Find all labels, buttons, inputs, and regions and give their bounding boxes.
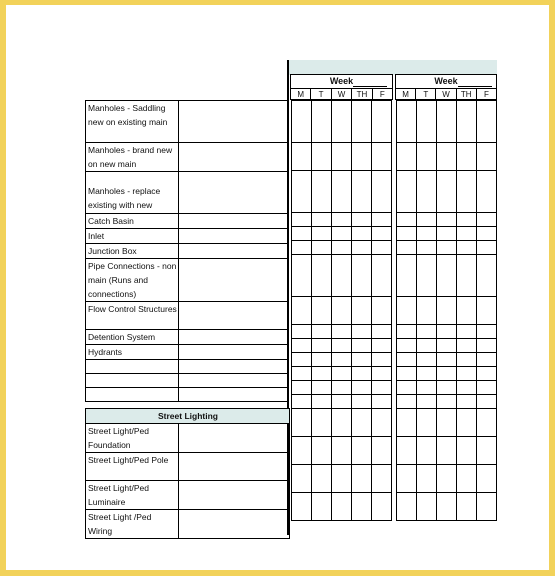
grid-cell[interactable]	[457, 241, 477, 255]
grid-cell[interactable]	[417, 437, 437, 465]
table-row	[86, 101, 289, 143]
grid-cell[interactable]	[477, 227, 497, 241]
grid-cell[interactable]	[457, 465, 477, 493]
grid-cell[interactable]	[437, 493, 457, 521]
blank-cell[interactable]	[179, 345, 289, 360]
grid-cell[interactable]	[477, 367, 497, 381]
grid-row	[292, 101, 392, 143]
week-label-1: Week	[329, 76, 354, 86]
grid-cell[interactable]	[292, 297, 312, 325]
grid-cell[interactable]	[437, 381, 457, 395]
grid-cell[interactable]	[477, 409, 497, 437]
grid-cell[interactable]	[372, 297, 392, 325]
grid-cell[interactable]	[332, 353, 352, 367]
grid-cell[interactable]	[477, 143, 497, 171]
grid-row	[397, 143, 497, 171]
grid-cell[interactable]	[397, 241, 417, 255]
grid-cell[interactable]	[352, 395, 372, 409]
grid-cell[interactable]	[292, 493, 312, 521]
grid-cell[interactable]	[437, 227, 457, 241]
grid-cell[interactable]	[417, 381, 437, 395]
task-label: Detention System	[86, 330, 179, 345]
grid-cell[interactable]	[372, 395, 392, 409]
blank-cell[interactable]	[179, 453, 290, 481]
grid-cell[interactable]	[417, 143, 437, 171]
grid-cell[interactable]	[312, 493, 332, 521]
table-row	[86, 229, 289, 244]
day-th: TH	[456, 89, 476, 101]
grid-cell[interactable]	[292, 437, 312, 465]
grid-cell[interactable]	[352, 227, 372, 241]
week-blank-line-1	[353, 86, 387, 87]
grid-cell[interactable]	[312, 171, 332, 213]
grid-cell[interactable]	[417, 493, 437, 521]
grid-cell[interactable]	[352, 101, 372, 143]
grid-cell[interactable]	[457, 227, 477, 241]
grid-cell[interactable]	[292, 339, 312, 353]
grid-cell[interactable]	[457, 325, 477, 339]
grid-cell[interactable]	[437, 101, 457, 143]
grid-cell[interactable]	[332, 409, 352, 437]
grid-row	[397, 367, 497, 381]
grid-cell[interactable]	[437, 465, 457, 493]
grid-cell[interactable]	[352, 353, 372, 367]
table-row	[86, 214, 289, 229]
grid-cell[interactable]	[312, 353, 332, 367]
grid-cell[interactable]	[457, 339, 477, 353]
day-w: W	[435, 89, 455, 101]
grid-cell[interactable]	[372, 381, 392, 395]
grid-cell[interactable]	[477, 101, 497, 143]
table-row	[86, 345, 289, 360]
table-row	[86, 143, 289, 172]
grid-cell[interactable]	[332, 395, 352, 409]
grid-cell[interactable]	[457, 367, 477, 381]
grid-row	[292, 241, 392, 255]
grid-row	[397, 227, 497, 241]
grid-cell[interactable]	[332, 101, 352, 143]
blank-cell[interactable]	[179, 229, 289, 244]
grid-cell[interactable]	[312, 381, 332, 395]
grid-cell[interactable]	[457, 409, 477, 437]
grid-cell[interactable]	[397, 395, 417, 409]
blank-cell[interactable]	[179, 244, 289, 259]
grid-cell[interactable]	[477, 241, 497, 255]
grid-cell[interactable]	[457, 381, 477, 395]
task-label: Junction Box	[86, 244, 179, 259]
grid-cell[interactable]	[417, 213, 437, 227]
week-blank-line-2	[458, 86, 492, 87]
grid-cell[interactable]	[417, 171, 437, 213]
grid-cell[interactable]	[312, 325, 332, 339]
task-label: Hydrants	[86, 345, 179, 360]
grid-row	[292, 213, 392, 227]
grid-cell[interactable]	[437, 297, 457, 325]
grid-cell[interactable]	[372, 339, 392, 353]
week-label-2: Week	[434, 76, 458, 86]
grid-cell[interactable]	[417, 353, 437, 367]
grid-cell[interactable]	[457, 493, 477, 521]
grid-cell[interactable]	[312, 297, 332, 325]
grid-cell[interactable]	[372, 437, 392, 465]
grid-cell[interactable]	[397, 437, 417, 465]
grid-cell[interactable]	[332, 493, 352, 521]
grid-cell[interactable]	[477, 381, 497, 395]
grid-cell[interactable]	[372, 227, 392, 241]
grid-cell[interactable]	[457, 213, 477, 227]
grid-cell[interactable]	[457, 143, 477, 171]
grid-row	[397, 395, 497, 409]
grid-cell[interactable]	[312, 339, 332, 353]
grid-row	[292, 395, 392, 409]
grid-cell[interactable]	[397, 101, 417, 143]
grid-row	[292, 325, 392, 339]
day-t: T	[415, 89, 435, 101]
grid-cell[interactable]	[397, 213, 417, 227]
grid-cell[interactable]	[397, 171, 417, 213]
week-header-1	[290, 74, 393, 100]
day-m: M	[402, 90, 409, 99]
day-t: T	[310, 89, 330, 101]
grid-cell[interactable]	[312, 227, 332, 241]
grid-cell[interactable]	[312, 465, 332, 493]
grid-cell[interactable]	[352, 213, 372, 227]
grid-cell[interactable]	[397, 353, 417, 367]
grid-cell[interactable]	[352, 241, 372, 255]
grid-cell[interactable]	[352, 367, 372, 381]
grid-cell[interactable]	[477, 325, 497, 339]
grid-cell[interactable]	[477, 171, 497, 213]
grid-row	[397, 353, 497, 367]
grid-cell[interactable]	[372, 143, 392, 171]
day-m: M	[297, 90, 305, 99]
grid-cell[interactable]	[352, 381, 372, 395]
grid-cell[interactable]	[312, 409, 332, 437]
grid-cell[interactable]	[417, 395, 437, 409]
table-row	[86, 453, 290, 481]
grid-cell[interactable]	[312, 143, 332, 171]
grid-cell[interactable]	[477, 339, 497, 353]
task-label	[86, 388, 179, 402]
grid-cell[interactable]	[332, 171, 352, 213]
grid-cell[interactable]	[352, 143, 372, 171]
blank-cell[interactable]	[179, 424, 290, 453]
grid-cell[interactable]	[312, 437, 332, 465]
task-label: Manholes - Saddling new on existing main	[86, 101, 179, 143]
grid-cell[interactable]	[437, 255, 457, 297]
task-label: Street Light/Ped Luminaire	[86, 481, 179, 510]
grid-cell[interactable]	[457, 297, 477, 325]
grid-row	[397, 437, 497, 465]
grid-cell[interactable]	[397, 143, 417, 171]
grid-row	[292, 171, 392, 213]
header-band	[288, 60, 497, 75]
grid-row	[397, 409, 497, 437]
grid-cell[interactable]	[332, 465, 352, 493]
grid-cell[interactable]	[437, 171, 457, 213]
grid-cell[interactable]	[332, 255, 352, 297]
grid-cell[interactable]	[292, 465, 312, 493]
grid-cell[interactable]	[332, 381, 352, 395]
blank-cell[interactable]	[179, 143, 289, 172]
grid-cell[interactable]	[372, 325, 392, 339]
grid-cell[interactable]	[397, 493, 417, 521]
grid-cell[interactable]	[292, 409, 312, 437]
grid-cell[interactable]	[352, 297, 372, 325]
grid-cell[interactable]	[417, 367, 437, 381]
grid-cell[interactable]	[352, 465, 372, 493]
grid-cell[interactable]	[372, 465, 392, 493]
grid-cell[interactable]	[332, 213, 352, 227]
grid-row	[292, 143, 392, 171]
grid-row	[292, 465, 392, 493]
task-label: Catch Basin	[86, 214, 179, 229]
grid-cell[interactable]	[332, 227, 352, 241]
grid-cell[interactable]	[332, 339, 352, 353]
grid-cell[interactable]	[397, 255, 417, 297]
grid-cell[interactable]	[477, 297, 497, 325]
blank-cell[interactable]	[179, 259, 289, 302]
grid-cell[interactable]	[437, 437, 457, 465]
blank-cell[interactable]	[179, 360, 289, 374]
grid-cell[interactable]	[332, 325, 352, 339]
grid-cell[interactable]	[417, 465, 437, 493]
grid-cell[interactable]	[372, 213, 392, 227]
grid-cell[interactable]	[352, 255, 372, 297]
blank-cell[interactable]	[179, 510, 290, 539]
table-row	[86, 360, 289, 374]
grid-cell[interactable]	[312, 395, 332, 409]
grid-cell[interactable]	[372, 353, 392, 367]
grid-cell[interactable]	[332, 143, 352, 171]
section-header-row	[86, 409, 290, 424]
grid-cell[interactable]	[312, 101, 332, 143]
day-f: F	[372, 89, 392, 101]
grid-cell[interactable]	[372, 493, 392, 521]
schedule-sheet	[6, 5, 549, 570]
grid-cell[interactable]	[397, 465, 417, 493]
grid-cell[interactable]	[372, 101, 392, 143]
grid-cell[interactable]	[477, 213, 497, 227]
table-row	[86, 374, 289, 388]
grid-cell[interactable]	[397, 339, 417, 353]
day-grid-week-1	[291, 100, 392, 521]
grid-cell[interactable]	[332, 241, 352, 255]
grid-cell[interactable]	[292, 213, 312, 227]
grid-cell[interactable]	[397, 227, 417, 241]
grid-row	[397, 213, 497, 227]
grid-cell[interactable]	[437, 213, 457, 227]
grid-cell[interactable]	[417, 297, 437, 325]
grid-row	[292, 409, 392, 437]
grid-cell[interactable]	[312, 367, 332, 381]
grid-row	[397, 241, 497, 255]
grid-cell[interactable]	[477, 493, 497, 521]
grid-row	[292, 339, 392, 353]
grid-cell[interactable]	[457, 437, 477, 465]
grid-cell[interactable]	[477, 255, 497, 297]
grid-cell[interactable]	[397, 367, 417, 381]
grid-cell[interactable]	[457, 255, 477, 297]
blank-cell[interactable]	[179, 330, 289, 345]
grid-cell[interactable]	[352, 339, 372, 353]
grid-cell[interactable]	[457, 353, 477, 367]
grid-cell[interactable]	[292, 381, 312, 395]
table-row	[86, 510, 290, 539]
grid-cell[interactable]	[397, 409, 417, 437]
grid-cell[interactable]	[457, 101, 477, 143]
section-title: Street Lighting	[86, 409, 290, 424]
table-row	[86, 259, 289, 302]
grid-row	[292, 367, 392, 381]
blank-cell[interactable]	[179, 172, 289, 214]
grid-cell[interactable]	[352, 493, 372, 521]
grid-cell[interactable]	[312, 255, 332, 297]
grid-cell[interactable]	[477, 353, 497, 367]
table-row	[86, 388, 289, 402]
grid-cell[interactable]	[292, 353, 312, 367]
grid-cell[interactable]	[417, 227, 437, 241]
grid-cell[interactable]	[372, 367, 392, 381]
grid-cell[interactable]	[372, 255, 392, 297]
grid-row	[292, 255, 392, 297]
grid-cell[interactable]	[292, 241, 312, 255]
grid-row	[292, 353, 392, 367]
grid-cell[interactable]	[417, 241, 437, 255]
blank-cell[interactable]	[179, 302, 289, 330]
grid-cell[interactable]	[437, 353, 457, 367]
grid-cell[interactable]	[292, 227, 312, 241]
grid-cell[interactable]	[477, 395, 497, 409]
day-f: F	[476, 89, 496, 101]
grid-cell[interactable]	[457, 171, 477, 213]
grid-cell[interactable]	[397, 381, 417, 395]
blank-cell[interactable]	[179, 101, 289, 143]
blank-cell[interactable]	[179, 214, 289, 229]
grid-cell[interactable]	[437, 395, 457, 409]
table-row	[86, 330, 289, 345]
grid-cell[interactable]	[292, 367, 312, 381]
grid-cell[interactable]	[437, 325, 457, 339]
task-label: Street Light/Ped Foundation	[86, 424, 179, 453]
grid-cell[interactable]	[477, 437, 497, 465]
grid-cell[interactable]	[372, 409, 392, 437]
task-label	[86, 374, 179, 388]
grid-cell[interactable]	[352, 171, 372, 213]
grid-cell[interactable]	[292, 255, 312, 297]
grid-row	[292, 437, 392, 465]
task-label: Pipe Connections - non main (Runs and connections)	[86, 259, 179, 302]
grid-cell[interactable]	[417, 255, 437, 297]
blank-cell[interactable]	[179, 374, 289, 388]
grid-cell[interactable]	[292, 395, 312, 409]
grid-row	[397, 339, 497, 353]
grid-cell[interactable]	[372, 241, 392, 255]
day-grid-week-2	[396, 100, 497, 521]
grid-cell[interactable]	[437, 339, 457, 353]
task-label: Manholes - brand new on new main	[86, 143, 179, 172]
grid-cell[interactable]	[292, 101, 312, 143]
grid-row	[397, 101, 497, 143]
grid-cell[interactable]	[417, 325, 437, 339]
grid-cell[interactable]	[352, 325, 372, 339]
table-row	[86, 244, 289, 259]
grid-cell[interactable]	[352, 437, 372, 465]
task-table-group-2	[85, 408, 290, 539]
task-label	[86, 360, 179, 374]
table-row	[86, 424, 290, 453]
table-row	[86, 302, 289, 330]
grid-row	[397, 297, 497, 325]
grid-cell[interactable]	[332, 297, 352, 325]
grid-cell[interactable]	[352, 409, 372, 437]
table-row	[86, 481, 290, 510]
task-label: Street Light/Ped Pole	[86, 453, 179, 481]
grid-cell[interactable]	[437, 367, 457, 381]
blank-cell[interactable]	[179, 481, 290, 510]
grid-row	[292, 493, 392, 521]
grid-row	[397, 255, 497, 297]
grid-cell[interactable]	[332, 367, 352, 381]
grid-cell[interactable]	[417, 409, 437, 437]
grid-cell[interactable]	[437, 409, 457, 437]
day-th: TH	[351, 89, 371, 101]
grid-row	[292, 381, 392, 395]
task-label: Inlet	[86, 229, 179, 244]
grid-cell[interactable]	[397, 325, 417, 339]
task-label: Street Light /Ped Wiring	[86, 510, 179, 539]
grid-cell[interactable]	[397, 297, 417, 325]
grid-cell[interactable]	[457, 395, 477, 409]
table-row	[86, 172, 289, 214]
grid-cell[interactable]	[292, 171, 312, 213]
grid-cell[interactable]	[477, 465, 497, 493]
day-w: W	[331, 89, 351, 101]
grid-cell[interactable]	[417, 101, 437, 143]
grid-row	[397, 493, 497, 521]
grid-row	[397, 171, 497, 213]
grid-cell[interactable]	[312, 241, 332, 255]
task-table-group-1	[85, 100, 289, 402]
grid-cell[interactable]	[332, 437, 352, 465]
grid-cell[interactable]	[292, 325, 312, 339]
blank-cell[interactable]	[179, 388, 289, 402]
grid-row	[397, 325, 497, 339]
week-header-2	[395, 74, 497, 100]
task-label: Flow Control Structures	[86, 302, 179, 330]
grid-cell[interactable]	[312, 213, 332, 227]
grid-cell[interactable]	[292, 143, 312, 171]
grid-cell[interactable]	[372, 171, 392, 213]
grid-row	[292, 297, 392, 325]
grid-row	[397, 465, 497, 493]
grid-row	[292, 227, 392, 241]
grid-cell[interactable]	[437, 143, 457, 171]
grid-row	[397, 381, 497, 395]
grid-cell[interactable]	[417, 339, 437, 353]
grid-cell[interactable]	[437, 241, 457, 255]
task-label: Manholes - replace existing with new	[86, 172, 179, 214]
